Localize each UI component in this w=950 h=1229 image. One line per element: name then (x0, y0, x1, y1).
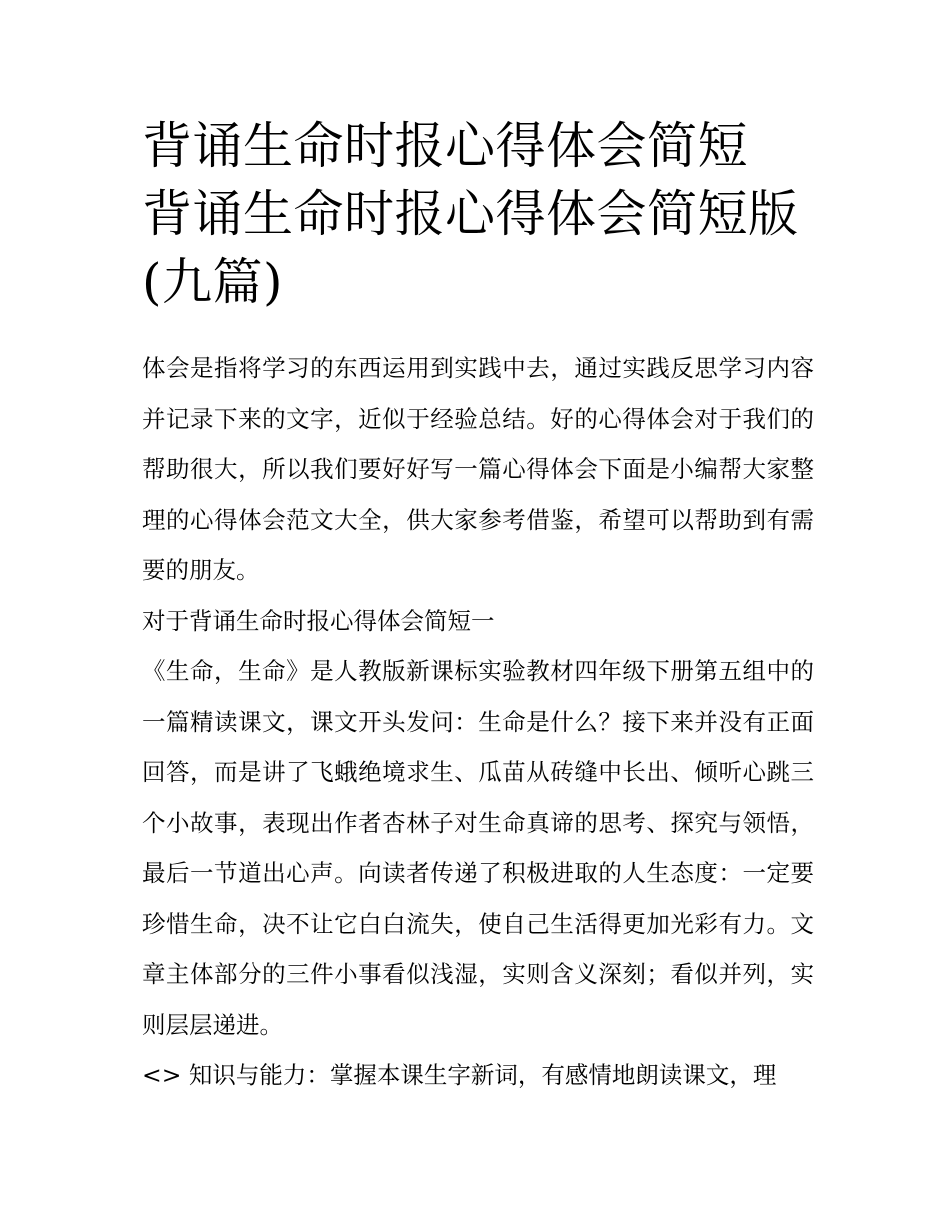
document-page (142, 112, 814, 1101)
objective-line: <> 知识与能力：掌握本课生字新词，有感情地朗读课文，理 (142, 1061, 777, 1089)
document-title: 背诵生命时报心得体会简短 背诵生命时报心得体会简短版(九篇) (142, 117, 799, 311)
intro-paragraph: 体会是指将学习的东西运用到实践中去，通过实践反思学习内容并记录下来的文字，近似于经验总结。好的心得体会对于我们的帮助很大，所以我们要好好写一篇心得体会下面是小编帮大家整理的心得体会范文大全，供大家参考借鉴，希望可以帮助到有需要的朋友。 (142, 354, 814, 584)
body-paragraph: 《生命，生命》是人教版新课标实验教材四年级下册第五组中的一篇精读课文，课文开头发问：生命是什么？接下来并没有正面回答，而是讲了飞蛾绝境求生、瓜苗从砖缝中长出、倾听心跳三个小故事，表现出作者杏林子对生命真谛的思考、探究与领悟，最后一节道出心声。向读者传递了积极进取的人生态度：一定要珍惜生命，决不让它白白流失，使自己生活得更加光彩有力。文章主体部分的三件小事看似浅湿，实则含义深刻；看似并列，实则层层递进。 (142, 657, 814, 1039)
section-heading: 对于背诵生命时报心得体会简短一 (142, 606, 495, 635)
